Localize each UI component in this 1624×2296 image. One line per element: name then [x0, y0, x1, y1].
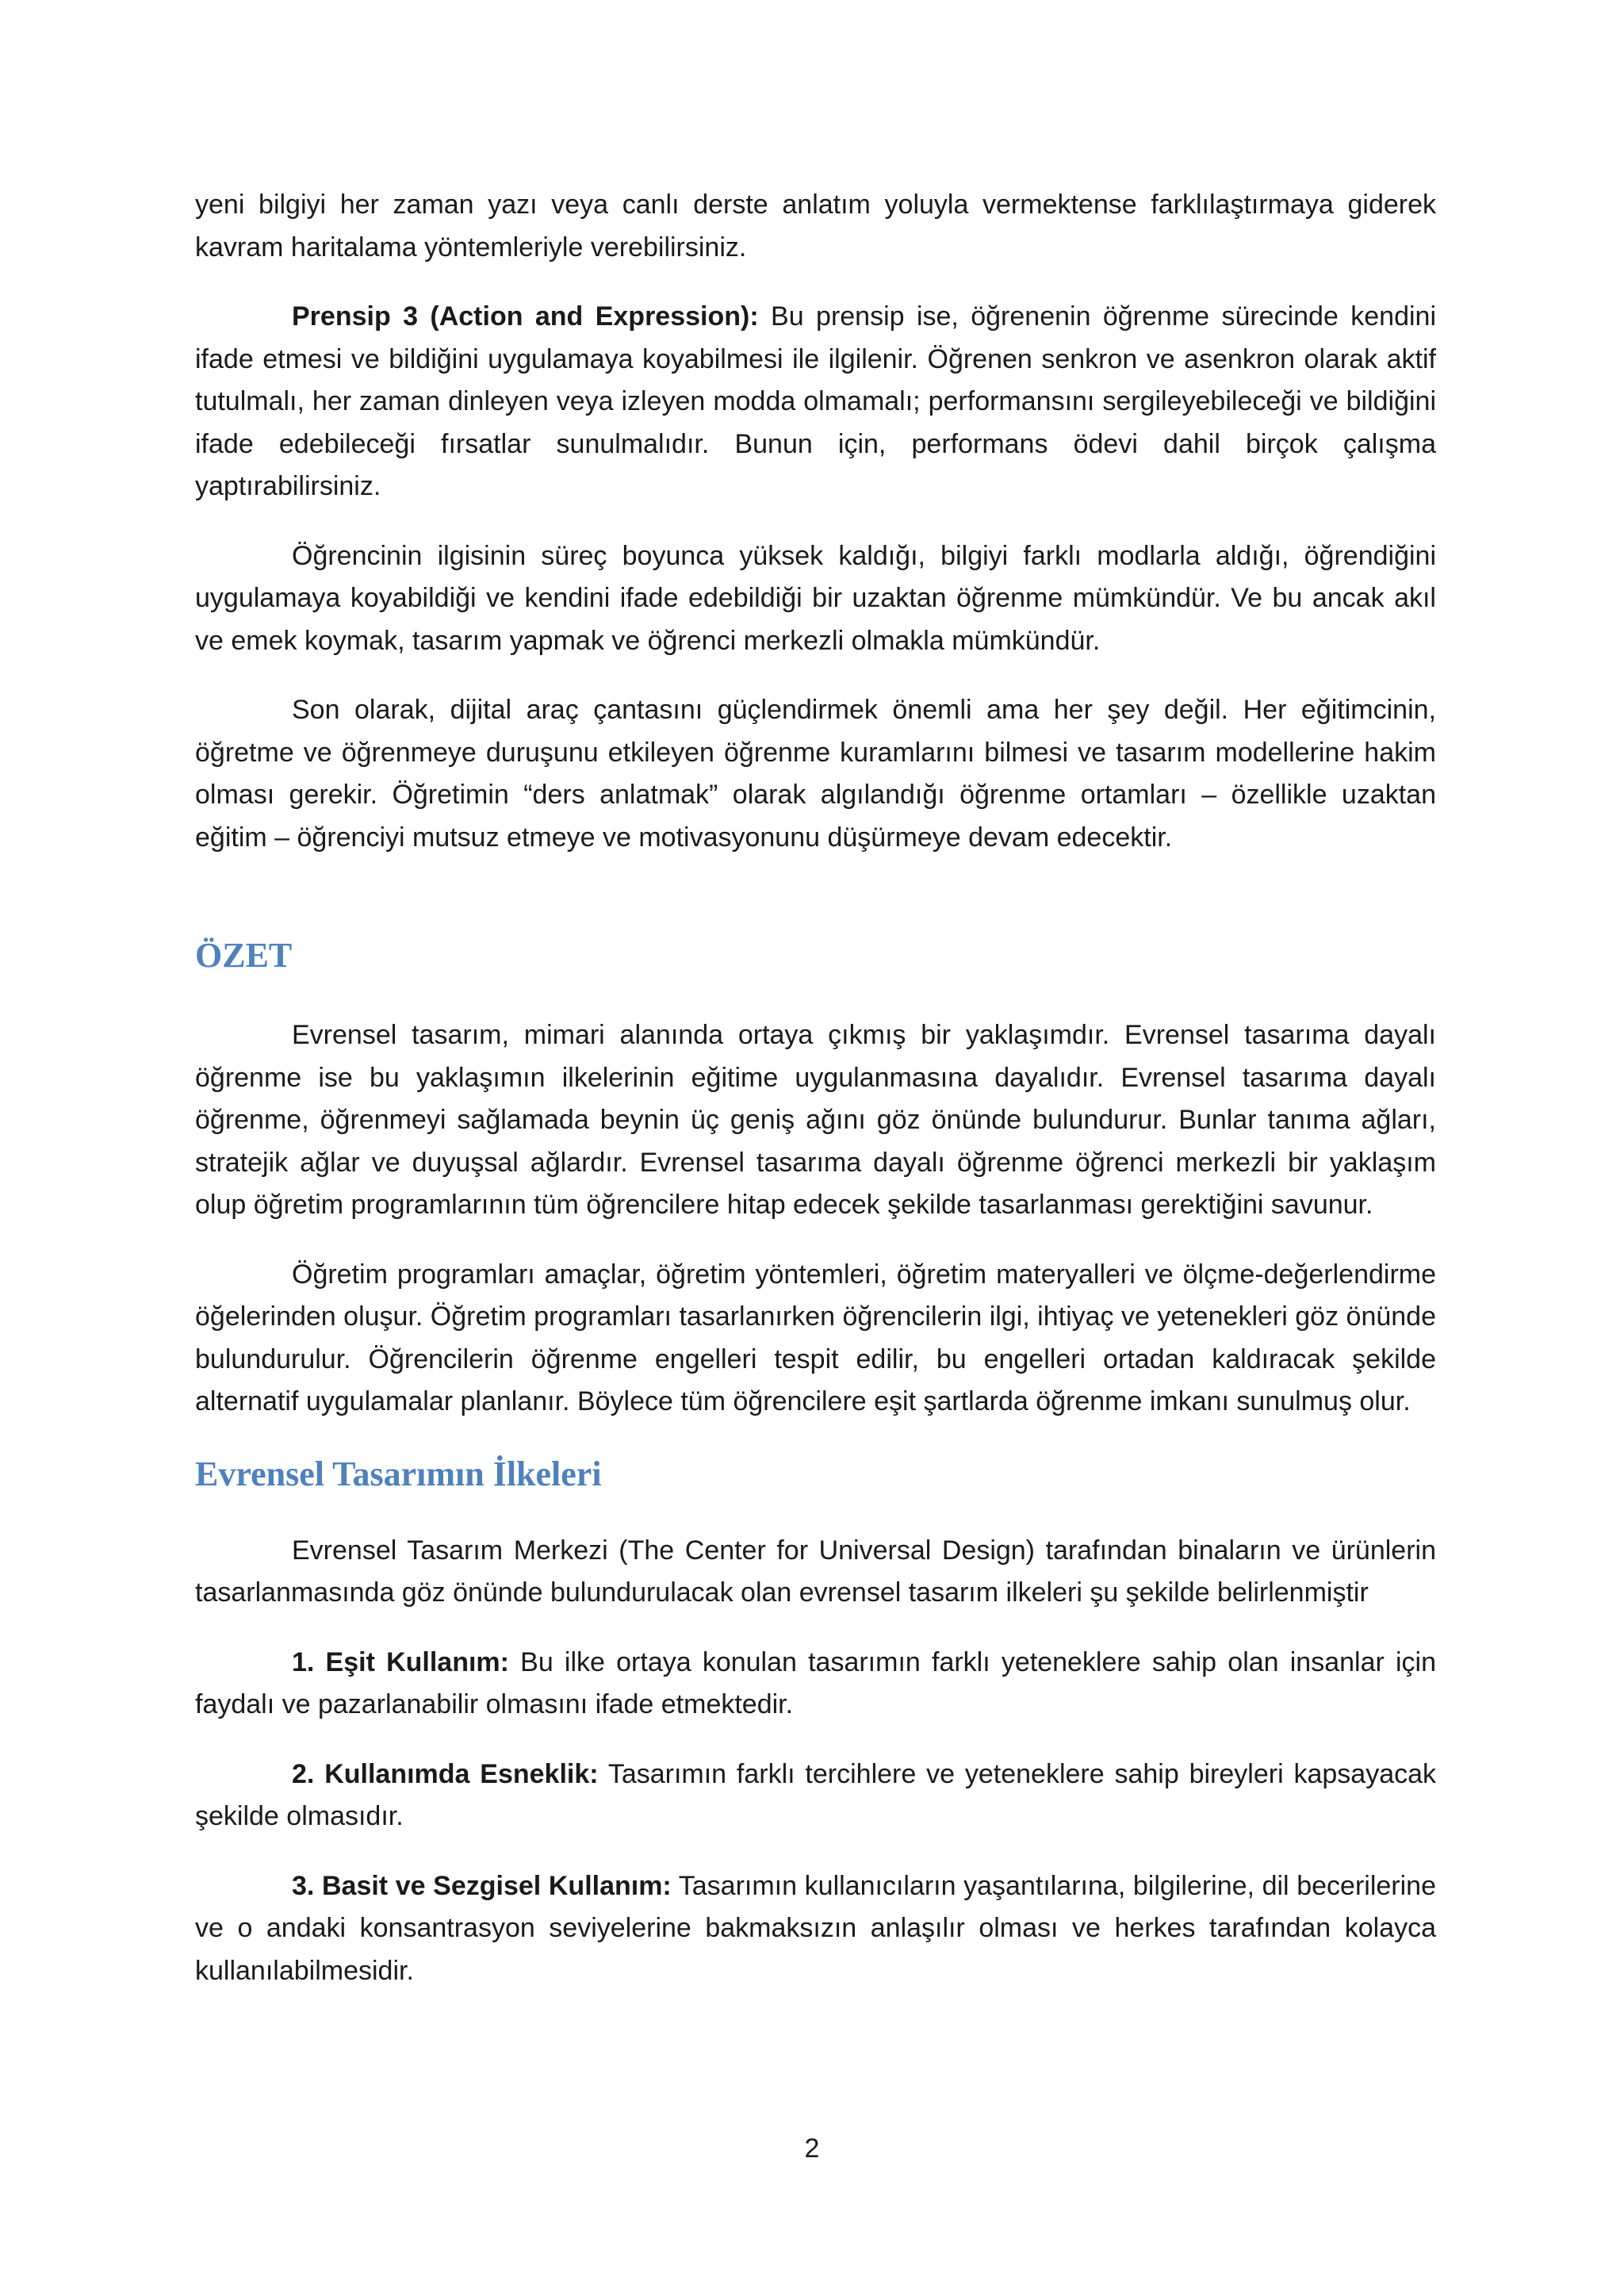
kullanimda-esneklik-text: Tasarımın farklı tercihlere ve yeteneklere sahip bireyleri kapsayacak şekilde olmasıdır.	[195, 1758, 1437, 1831]
prensip-3-label: Prensip 3 (Action and Expression):	[292, 301, 759, 332]
list-item-kullanimda-esneklik	[195, 1754, 1436, 1838]
paragraph-continuation: yeni bilgiyi her zaman yazı veya canlı derste anlatım yoluyla vermektense farklılaştırmaya giderek kavram haritalama yöntemleriyle verebilirsiniz.	[195, 190, 1436, 263]
basit-sezgisel-text: Tasarımın kullanıcıların yaşantılarına, bilgilerine, dil becerilerine ve o andaki konsantrasyon seviyelerine bakmaksızın anlaşılır olması ve herkes tarafından kolayca kullanılabilmesidir.	[195, 1870, 1436, 1986]
paragraph-ozet-1: Evrensel tasarım, mimari alanında ortaya çıkmış bir yaklaşımdır. Evrensel tasarıma dayalı öğrenme ise bu yaklaşımın ilkelerinin eğitime uygulanmasına dayalıdır. Evrensel tasarıma dayalı öğrenme, öğrenmeyi sağlamada beynin üç geniş ağını göz önünde bulundurur. Bunlar tanıma ağları, stratejik ağlar ve duyuşsal ağlardır. Evrensel tasarıma dayalı öğrenme öğrenci merkezli bir yaklaşım olup öğretim programlarının tüm öğrencilere hitap edecek şekilde tasarlanması gerektiğini savunur.	[195, 1020, 1436, 1220]
prensip-3-text: Bu prensip ise, öğrenenin öğrenme sürecinde kendini ifade etmesi ve bildiğini uygulamaya koyabilmesi ile ilgilenir. Öğrenen senkron ve asenkron olarak aktif tutulmalı, her zaman dinleyen veya izleyen modda olmamalı; performansını sergileyebileceği ve bildiğini ifade edebileceği fırsatlar sunulmalıdır. Bunun için, performans ödevi dahil birçok çalışma yaptırabilirsiniz.	[195, 301, 1437, 501]
esit-kullanim-label: 1. Eşit Kullanım:	[292, 1646, 509, 1677]
list-item-esit-kullanim	[195, 1642, 1436, 1727]
paragraph-ozet-2: Öğretim programları amaçlar, öğretim yöntemleri, öğretim materyalleri ve ölçme-değerlendirme öğelerinden oluşur. Öğretim programları tasarlanırken öğrencilerin ilgi, ihtiyaç ve yetenekleri göz önünde bulundurulur. Öğrencilerin öğrenme engelleri tespit edilir, bu engelleri ortadan kaldıracak şekilde alternatif uygulamalar planlanır. Böylece tüm öğrencilere eşit şartlarda öğrenme imkanı sunulmuş olur.	[195, 1259, 1436, 1416]
page-number: 2	[804, 2133, 820, 2164]
heading-ozet: ÖZET	[195, 936, 293, 975]
esit-kullanim-text: Bu ilke ortaya konulan tasarımın farklı yeteneklere sahip olan insanlar için faydalı ve pazarlanabilir olmasını ifade etmektedir.	[195, 1646, 1437, 1719]
heading-evrensel-tasarim-ilkeleri: Evrensel Tasarımın İlkeleri	[195, 1454, 602, 1493]
paragraph-son-olarak: Son olarak, dijital araç çantasını güçlendirmek önemli ama her şey değil. Her eğitimcinin, öğretme ve öğrenmeye duruşunu etkileyen öğrenme kuramlarını bilmesi ve tasarım modellerine hakim olması gerekir. Öğretimin “ders anlatmak” olarak algılandığı öğrenme ortamları – özellikle uzaktan eğitim – öğrenciyi mutsuz etmeye ve motivasyonunu düşürmeye devam edecektir.	[195, 695, 1436, 853]
kullanimda-esneklik-label: 2. Kullanımda Esneklik:	[292, 1758, 599, 1789]
basit-sezgisel-label: 3. Basit ve Sezgisel Kullanım:	[292, 1870, 672, 1901]
paragraph-ilkeler-intro: Evrensel Tasarım Merkezi (The Center for Universal Design) tarafından binaların ve ürünlerin tasarlanmasında göz önünde bulundurulacak olan evrensel tasarım ilkeleri şu şekilde belirlenmiştir	[195, 1535, 1436, 1608]
paragraph-ogrenci-ilgisi: Öğrencinin ilgisinin süreç boyunca yüksek kaldığı, bilgiyi farklı modlarla aldığı, öğrendiğini uygulamaya koyabildiği ve kendini ifade edebildiği bir uzaktan öğrenme mümkündür. Ve bu ancak akıl ve emek koymak, tasarım yapmak ve öğrenci merkezli olmakla mümkündür.	[195, 540, 1436, 656]
list-item-basit-sezgisel	[195, 1865, 1436, 1993]
paragraph-prensip-3	[195, 296, 1436, 508]
page-content	[195, 184, 1436, 2019]
